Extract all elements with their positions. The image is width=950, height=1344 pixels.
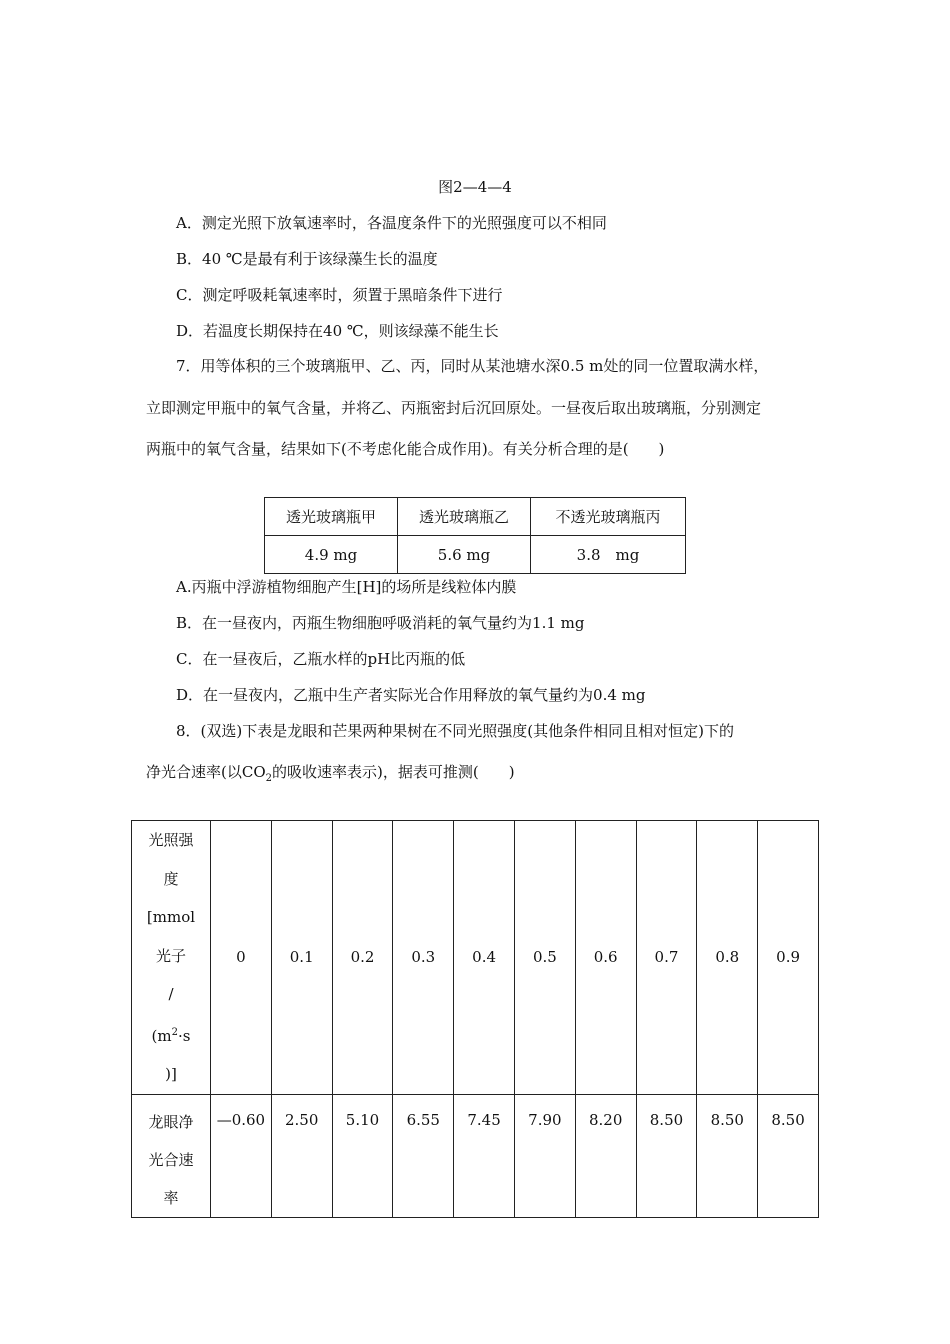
table-cell: 7.90 (514, 1094, 575, 1217)
q6-option-c: C．测定呼吸耗氧速率时，须置于黑暗条件下进行 (176, 286, 503, 304)
table-cell: 8.50 (636, 1094, 697, 1217)
table-cell: 5.10 (332, 1094, 393, 1217)
figure-caption: 图2—4—4 (438, 178, 512, 196)
table-cell: 7.45 (454, 1094, 515, 1217)
table-cell: 8.50 (758, 1094, 819, 1217)
table-header-cell (132, 1094, 211, 1217)
table-cell: 0.4 (454, 821, 515, 1095)
table-cell: 0.2 (332, 821, 393, 1095)
header-label-line: / (168, 985, 174, 1003)
table-row (265, 536, 686, 574)
q7-option-a: A.丙瓶中浮游植物细胞产生[H]的场所是线粒体内膜 (176, 578, 517, 596)
table-header-cell: 不透光玻璃瓶丙 (531, 498, 686, 536)
table-cell: 0 (211, 821, 272, 1095)
table-cell: 0.5 (514, 821, 575, 1095)
q8-stem-line2 (146, 761, 515, 790)
header-label-text: ·s (177, 1026, 191, 1045)
table-header-cell (132, 821, 211, 1095)
header-label-line: 度 (163, 869, 179, 888)
table-cell: 0.7 (636, 821, 697, 1095)
table-header-cell: 透光玻璃瓶乙 (398, 498, 531, 536)
header-label-line (132, 1014, 210, 1056)
table-cell: 3.8 mg (531, 536, 686, 574)
table-cell: 0.3 (393, 821, 454, 1095)
q8-stem-text: 净光合速率(以CO (146, 763, 266, 781)
q8-photosynthesis-table (131, 820, 819, 1218)
table-row (132, 821, 819, 1095)
table-cell: 0.8 (697, 821, 758, 1095)
header-label-line: )] (165, 1065, 177, 1083)
row-label-line: 光合速 (148, 1150, 194, 1169)
table-cell: 5.6 mg (398, 536, 531, 574)
table-cell: 6.55 (393, 1094, 454, 1217)
table-row (265, 498, 686, 536)
q6-option-a: A．测定光照下放氧速率时，各温度条件下的光照强度可以不相同 (176, 214, 607, 232)
table-cell: —0.60 (211, 1094, 272, 1217)
q8-stem-text: 的吸收速率表示)，据表可推测( ) (272, 763, 515, 781)
q8-stem-subscript: 2 (265, 773, 273, 784)
q6-option-d: D．若温度长期保持在40 ℃，则该绿藻不能生长 (176, 322, 499, 340)
q8-stem-line1: 8．(双选)下表是龙眼和芒果两种果树在不同光照强度(其他条件相同且相对恒定)下的 (176, 722, 734, 740)
table-row (132, 1094, 819, 1217)
q7-option-c: C．在一昼夜后，乙瓶水样的pH比丙瓶的低 (176, 650, 466, 668)
q7-oxygen-table (264, 497, 686, 574)
q7-option-b: B．在一昼夜内，丙瓶生物细胞呼吸消耗的氧气量约为1.1 mg (176, 614, 585, 632)
table-header-cell: 透光玻璃瓶甲 (265, 498, 398, 536)
q6-option-b: B．40 ℃是最有利于该绿藻生长的温度 (176, 250, 438, 268)
q7-stem-line1: 7．用等体积的三个玻璃瓶甲、乙、丙，同时从某池塘水深0.5 m处的同一位置取满水样， (176, 357, 769, 375)
header-label-superscript: 2 (171, 1026, 178, 1038)
table-cell: 0.6 (575, 821, 636, 1095)
q7-stem-line3: 两瓶中的氧气含量，结果如下(不考虑化能合成作用)。有关分析合理的是( ) (146, 440, 665, 458)
header-label-line: 光照强 (148, 831, 194, 849)
table-cell: 8.50 (697, 1094, 758, 1217)
q7-stem-line2: 立即测定甲瓶中的氧气含量，并将乙、丙瓶密封后沉回原处。一昼夜后取出玻璃瓶，分别测定 (146, 399, 762, 417)
row-label-line: 率 (163, 1188, 179, 1207)
table-cell: 4.9 mg (265, 536, 398, 574)
header-label-text: (m (151, 1026, 172, 1045)
table-cell: 0.1 (271, 821, 332, 1095)
row-label-line: 龙眼净 (148, 1112, 194, 1131)
header-label-line: 光子 (155, 946, 186, 965)
table-cell: 8.20 (575, 1094, 636, 1217)
table-cell: 0.9 (758, 821, 819, 1095)
header-label-line: [mmol (146, 908, 196, 926)
table-cell: 2.50 (271, 1094, 332, 1217)
q7-option-d: D．在一昼夜内，乙瓶中生产者实际光合作用释放的氧气量约为0.4 mg (176, 686, 646, 704)
